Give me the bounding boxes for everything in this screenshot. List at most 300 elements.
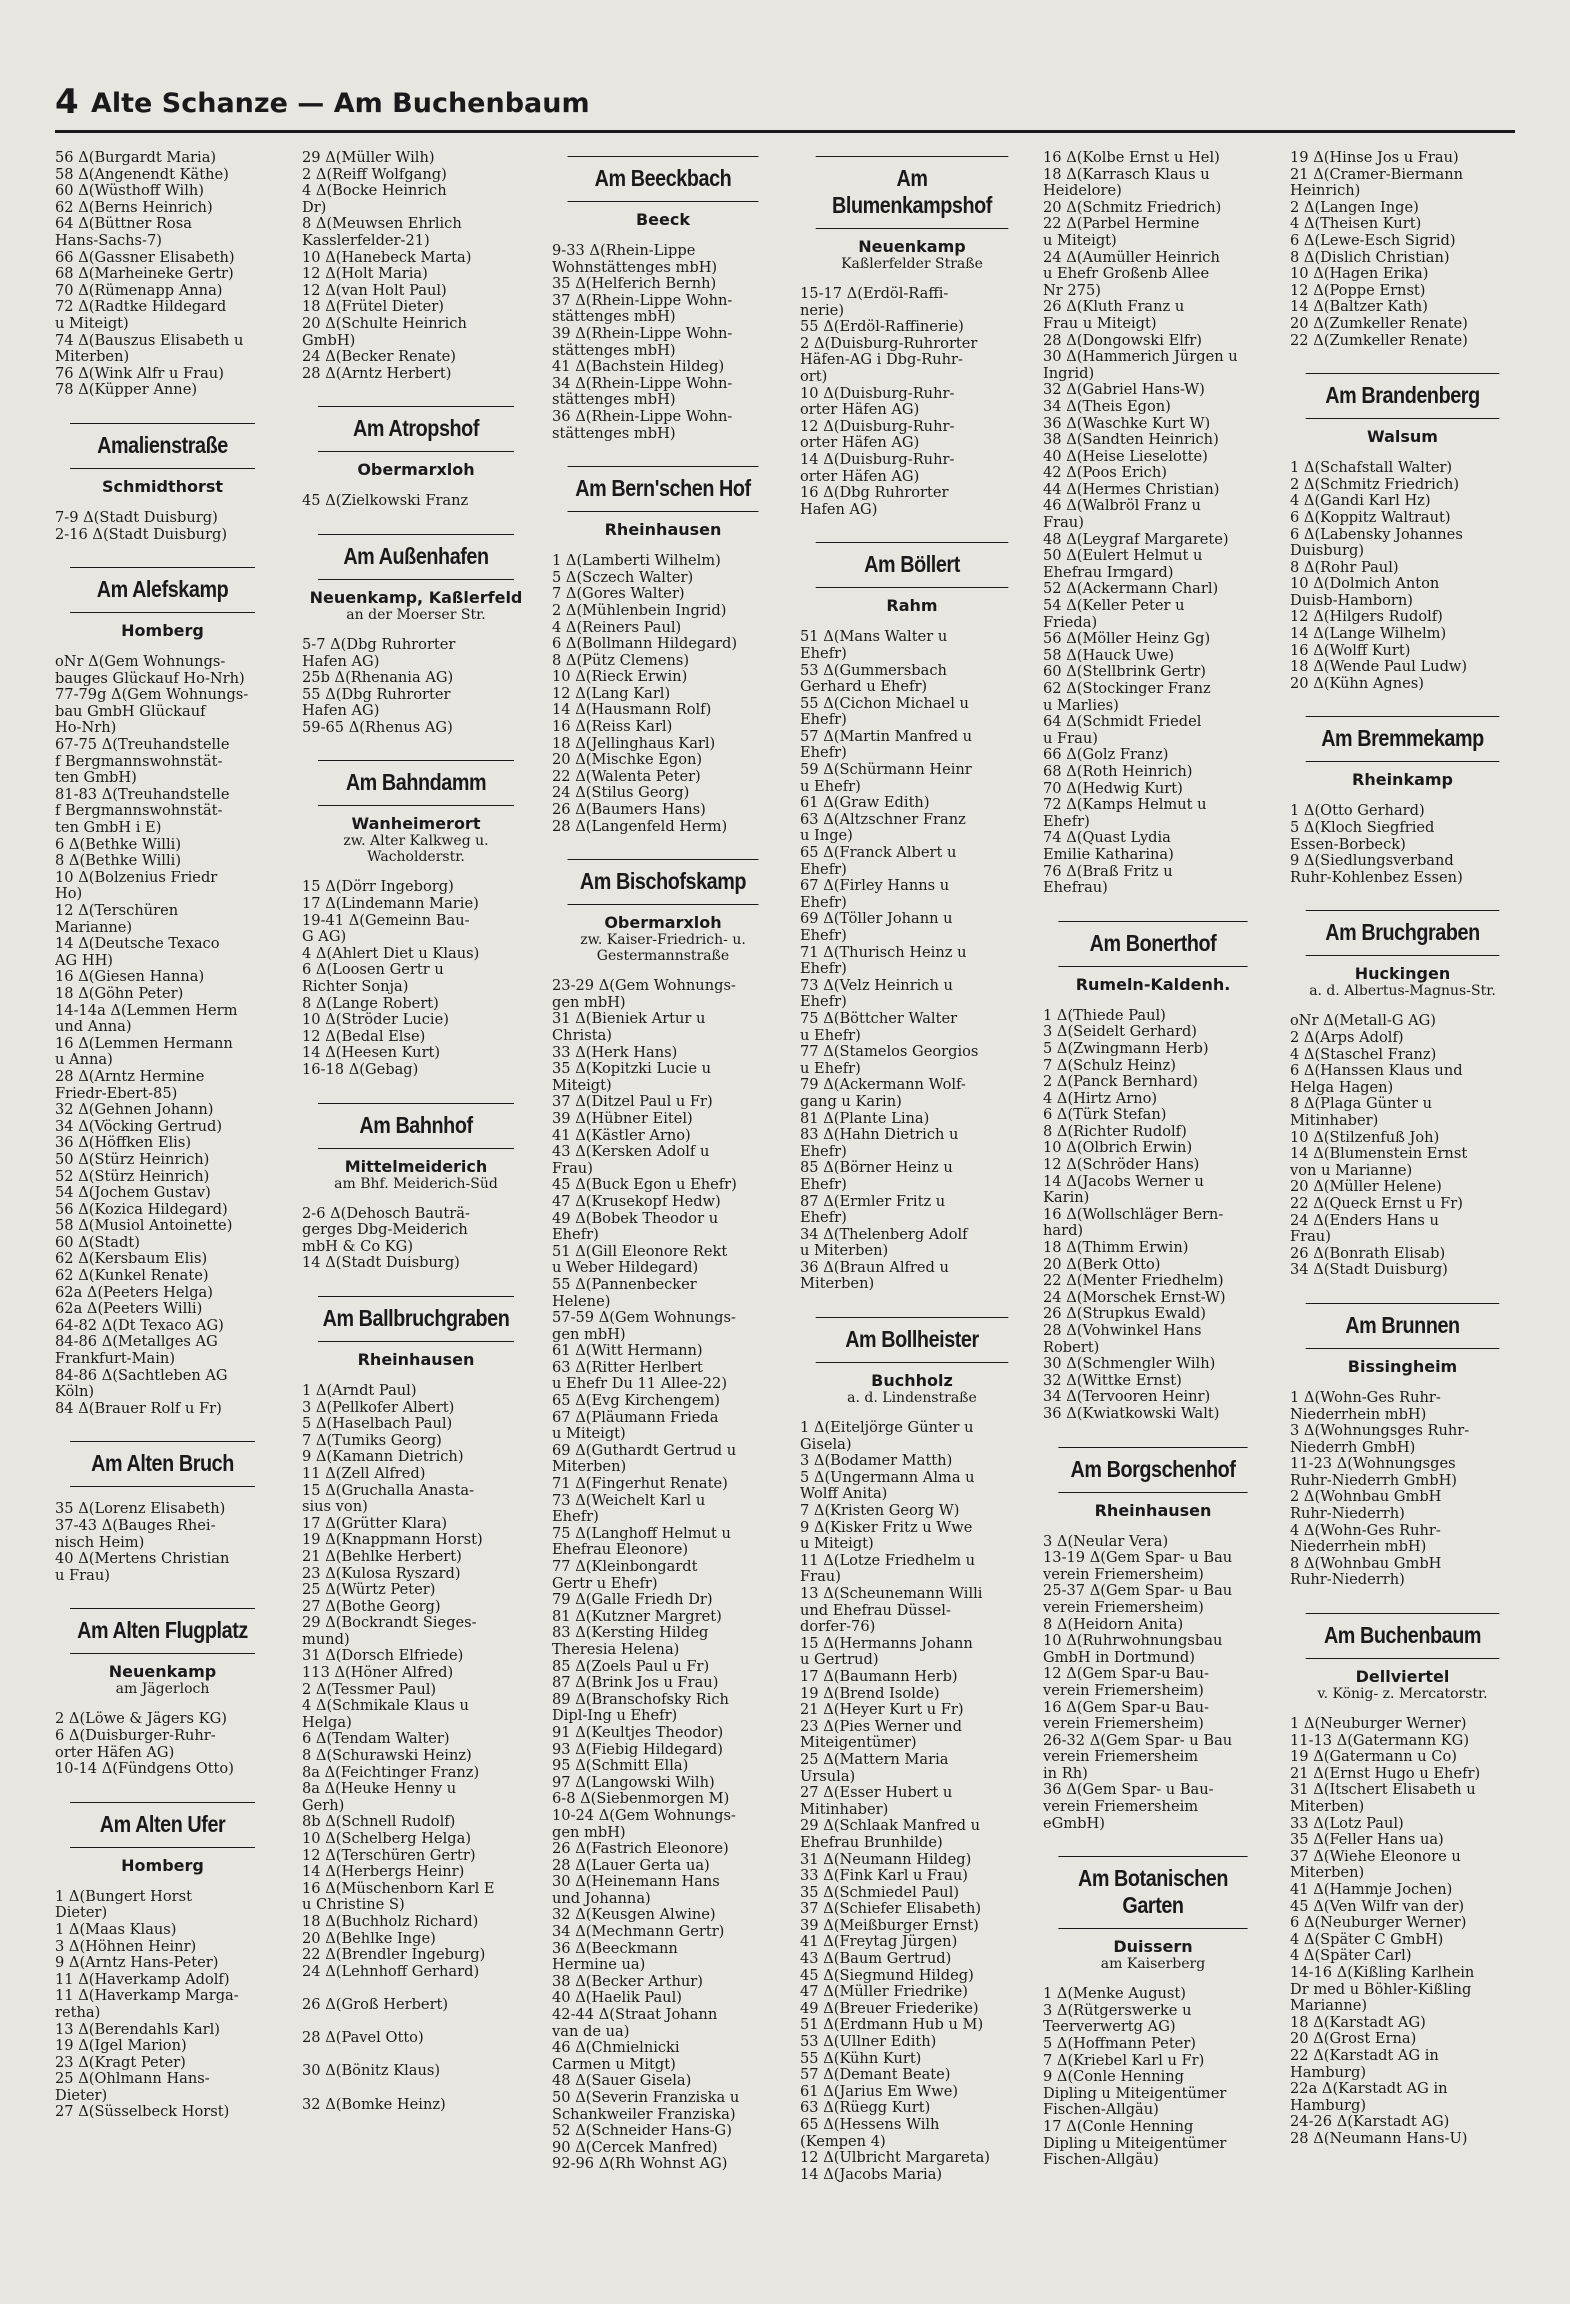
entry-line: 38 Δ(Sandten Heinrich) bbox=[1043, 432, 1219, 449]
entry-line: Ehefr) bbox=[800, 894, 847, 911]
entry-line: orter Häfen AG) bbox=[800, 402, 920, 419]
entry-line: Köln) bbox=[55, 1384, 95, 1401]
entry-line: 1 Δ(Otto Gerhard) bbox=[1290, 803, 1425, 820]
district-label: Mittelmeiderich bbox=[344, 1156, 488, 1176]
entry-line: 6 Δ(Koppitz Waltraut) bbox=[1290, 509, 1451, 526]
entry-line: 71 Δ(Fingerhut Renate) bbox=[552, 1476, 728, 1493]
entry-line: 11 Δ(Lotze Friedhelm u bbox=[800, 1552, 976, 1569]
entry-line: 14 Δ(Jacobs Werner u bbox=[1043, 1173, 1204, 1190]
entry-line: 12 Δ(van Holt Paul) bbox=[302, 282, 447, 299]
entry-line: Schankweiler Franziska) bbox=[552, 2106, 736, 2123]
entry-line: 113 Δ(Höner Alfred) bbox=[302, 1665, 454, 1682]
entry-line: 78 Δ(Küpper Anne) bbox=[55, 382, 198, 399]
entry-line: 6 Δ(Neuburger Werner) bbox=[1290, 1915, 1467, 1932]
entry-line: 9 Δ(Siedlungsverband bbox=[1290, 853, 1454, 870]
entry-line: 24 Δ(Stilus Georg) bbox=[552, 785, 690, 802]
street-block bbox=[302, 1296, 530, 1369]
entry-line: Ehefr) bbox=[800, 1143, 847, 1160]
entry-line: 69 Δ(Töller Johann u bbox=[800, 911, 953, 928]
location-note: am Kaiserberg bbox=[1100, 1956, 1206, 1973]
entry-line: 10 Δ(Ströder Lucie) bbox=[302, 1012, 449, 1029]
entry-line: 76 Δ(Braß Fritz u bbox=[1043, 863, 1173, 880]
entry-line: 10 Δ(Hagen Erika) bbox=[1290, 266, 1429, 283]
entry-line: 39 Δ(Meißburger Ernst) bbox=[800, 1917, 979, 1934]
entry-line: gerges Dbg-Meiderich bbox=[302, 1222, 468, 1239]
entry-line: 8 Δ(Schurawski Heinz) bbox=[302, 1748, 472, 1765]
entry-line: Miterben) bbox=[800, 1276, 875, 1293]
entry-line: 2 Δ(Mühlenbein Ingrid) bbox=[552, 602, 727, 619]
entry-line: 12 Δ(Duisburg-Ruhr- bbox=[800, 418, 955, 435]
entry-line: Niederrh GmbH) bbox=[1290, 1439, 1416, 1456]
district-label: Neuenkamp bbox=[108, 1662, 217, 1682]
location-note: am Bhf. Meiderich-Süd bbox=[334, 1175, 498, 1192]
location-note: a. d. Albertus-Magnus-Str. bbox=[1309, 983, 1496, 1000]
entry-line: Hamburg) bbox=[1290, 2064, 1367, 2081]
entry-line: Ehefr) bbox=[800, 745, 847, 762]
entry-line: 6 Δ(Türk Stefan) bbox=[1043, 1107, 1167, 1124]
entry-line: u Gertrud) bbox=[800, 1652, 879, 1669]
entry-line: ten GmbH) bbox=[55, 770, 137, 787]
entry-line: 60 Δ(Stellbrink Gertr) bbox=[1043, 664, 1206, 681]
entry-line: Ho) bbox=[55, 886, 83, 903]
district-label: Duissern bbox=[1113, 1937, 1193, 1957]
district-label: Rahm bbox=[886, 596, 938, 616]
entry-line: 62 Δ(Stockinger Franz bbox=[1043, 681, 1211, 697]
entry-line: 33 Δ(Lotz Paul) bbox=[1290, 1815, 1404, 1832]
location-note: zw. Kaiser-Friedrich- u. Gestermannstraße bbox=[580, 932, 746, 965]
entry-line: ort) bbox=[800, 368, 828, 385]
entry-line: 4 Δ(Gandi Karl Hz) bbox=[1290, 493, 1431, 510]
entry-line: 14-16 Δ(Kißling Karlhein bbox=[1290, 1964, 1475, 1981]
entry-line: 22a Δ(Karstadt AG in bbox=[1290, 2081, 1448, 2098]
entry-line: 1 Δ(Bungert Horst bbox=[55, 1888, 192, 1905]
entry-line: 16 Δ(Lemmen Hermann bbox=[55, 1035, 233, 1052]
entry-line: nisch Heim) bbox=[55, 1534, 145, 1551]
entry-line: 17 Δ(Conle Henning bbox=[1043, 2119, 1194, 2135]
entry-line: 5 Δ(Kloch Siegfried bbox=[1290, 820, 1435, 837]
entry-line: 79 Δ(Galle Friedh Dr) bbox=[552, 1592, 713, 1609]
entry-line: 6 Δ(Bollmann Hildegard) bbox=[552, 636, 738, 653]
street-block bbox=[55, 1802, 270, 1875]
entry-line: 8 Δ(Dislich Christian) bbox=[1290, 249, 1450, 266]
entry-line: 16 Δ(Müschenborn Karl E bbox=[302, 1880, 495, 1897]
entry-line: Dr med u Böhler-Kißling bbox=[1290, 1981, 1472, 1998]
entry-line: gen mbH) bbox=[552, 1326, 626, 1343]
entry-line: 1 Δ(Menke August) bbox=[1043, 1986, 1186, 2003]
entry-line: 19 Δ(Brend Isolde) bbox=[800, 1685, 940, 1702]
street-heading: Am Alten Bruch bbox=[70, 1441, 255, 1487]
entry-line: 11 Δ(Zell Alfred) bbox=[302, 1465, 426, 1482]
entry-line: 67-75 Δ(Treuhandstelle bbox=[55, 737, 230, 754]
entry-line: 41 Δ(Kästler Arno) bbox=[552, 1127, 691, 1144]
page-header bbox=[55, 82, 1515, 133]
column-2 bbox=[302, 150, 530, 2113]
entry-line: 83 Δ(Hahn Dietrich u bbox=[800, 1127, 959, 1144]
entry-line: 3 Δ(Pellkofer Albert) bbox=[302, 1399, 455, 1416]
entry-line: 32 Δ(Wittke Ernst) bbox=[1043, 1372, 1182, 1389]
entry-line: 12 Δ(Bedal Else) bbox=[302, 1028, 426, 1045]
entry-line: 36 Δ(Waschke Kurt W) bbox=[1043, 415, 1211, 432]
entry-line: 9 Δ(Arntz Hans-Peter) bbox=[55, 1955, 219, 1972]
entry-line: Fischen-Allgäu) bbox=[1043, 2102, 1159, 2119]
entry-line: Ehefr) bbox=[800, 645, 847, 662]
entry-line: 8 Δ(Plaga Günter u bbox=[1290, 1096, 1432, 1113]
entry-line: mund) bbox=[302, 1631, 350, 1648]
entry-line: 4 Δ(Später Carl) bbox=[1290, 1948, 1412, 1965]
entry-line: Gisela) bbox=[800, 1436, 852, 1453]
entry-line: 75 Δ(Langhoff Helmut u bbox=[552, 1525, 731, 1542]
entry-line: 36 Δ(Gem Spar- u Bau- bbox=[1043, 1782, 1214, 1799]
entry-line bbox=[302, 2014, 530, 2031]
entry-line: Emilie Katharina) bbox=[1043, 846, 1174, 863]
entry-line: Gerhard u Ehefr) bbox=[800, 679, 928, 696]
entry-line: 36 Δ(Höffken Elis) bbox=[55, 1135, 192, 1152]
entry-line: 24 Δ(Becker Renate) bbox=[302, 349, 456, 366]
entry-line: 2 Δ(Arps Adolf) bbox=[1290, 1030, 1404, 1046]
entry-line: Dieter) bbox=[55, 2087, 108, 2104]
entry-line: u Ehefr) bbox=[800, 1027, 861, 1044]
entry-line: 13 Δ(Scheunemann Willi bbox=[800, 1586, 983, 1602]
entry-line: 57 Δ(Demant Beate) bbox=[800, 2067, 951, 2084]
entry-line: 68 Δ(Roth Heinrich) bbox=[1043, 763, 1193, 780]
entry-line: 59-65 Δ(Rhenus AG) bbox=[302, 719, 453, 736]
entry-line: 5 Δ(Hoffmann Peter) bbox=[1043, 2036, 1196, 2053]
entry-line: Robert) bbox=[1043, 1339, 1100, 1356]
entry-line: f Bergmannswohnstät- bbox=[55, 753, 223, 770]
entry-line: 53 Δ(Ullner Edith) bbox=[800, 2034, 937, 2051]
entry-line: 45 Δ(Ven Wilfr van der) bbox=[1290, 1898, 1465, 1915]
entry-line: Hermine ua) bbox=[552, 1957, 646, 1974]
entry-line: 50 Δ(Stürz Heinrich) bbox=[55, 1151, 210, 1168]
street-block bbox=[552, 466, 774, 539]
entry-line: Hafen AG) bbox=[302, 703, 380, 720]
column-5 bbox=[1043, 150, 1263, 2169]
entry-line: 46 Δ(Chmielnicki bbox=[552, 2040, 680, 2057]
entry-line: van de ua) bbox=[552, 2023, 630, 2040]
entry-line: 24-26 Δ(Karstadt AG) bbox=[1290, 2114, 1450, 2131]
entry-line: 30 Δ(Hammerich Jürgen u bbox=[1043, 349, 1238, 366]
entry-line: 8 Δ(Pütz Clemens) bbox=[552, 652, 690, 669]
entry-line: 25-37 Δ(Gem Spar- u Bau bbox=[1043, 1583, 1233, 1600]
entry-line: 22 Δ(Walenta Peter) bbox=[552, 768, 701, 785]
entry-line: Mitinhaber) bbox=[800, 1801, 889, 1818]
entry-line: Ehefrau) bbox=[1043, 880, 1108, 897]
entry-line: Ursula) bbox=[800, 1768, 856, 1785]
entry-line: Ehefrau Brunhilde) bbox=[800, 1834, 943, 1851]
entry-line: 34 Δ(Thelenberg Adolf bbox=[800, 1226, 968, 1243]
entry-line: 4 Δ(Hirtz Arno) bbox=[1043, 1090, 1158, 1107]
street-heading: Am Blumenkampshof bbox=[816, 156, 1009, 229]
district-label: Neuenkamp, Kaßlerfeld bbox=[309, 587, 523, 607]
entry-line: Wolff Anita) bbox=[800, 1486, 888, 1503]
entry-line: 14 Δ(Stadt Duisburg) bbox=[302, 1255, 460, 1272]
entry-line: Miteigt) bbox=[552, 1077, 612, 1094]
entry-line: 27 Δ(Süsselbeck Horst) bbox=[55, 2104, 230, 2121]
entry-line: 22 Δ(Menter Friedhelm) bbox=[1043, 1273, 1224, 1290]
entry-line: 59 Δ(Schürmann Heinr bbox=[800, 762, 972, 779]
entry-line: 7 Δ(Tumiks Georg) bbox=[302, 1432, 442, 1449]
entry-line: Frau) bbox=[1290, 1229, 1331, 1246]
entry-line: Ehefr) bbox=[552, 1509, 599, 1526]
entry-line: Ruhr-Niederrh) bbox=[1290, 1572, 1405, 1589]
entry-line: 61 Δ(Jarius Em Wwe) bbox=[800, 2083, 959, 2100]
entry-line: Mitinhaber) bbox=[1290, 1112, 1379, 1129]
entry-line: Friedr-Ebert-85) bbox=[55, 1085, 178, 1102]
entry-line: 92-96 Δ(Rh Wohnst AG) bbox=[552, 2156, 728, 2173]
entry-line: 28 Δ(Dongowski Elfr) bbox=[1043, 332, 1202, 349]
entry-line: 6 Δ(Labensky Johannes bbox=[1290, 526, 1463, 543]
entry-line: 81 Δ(Kutzner Margret) bbox=[552, 1608, 722, 1625]
entry-line: 70 Δ(Hedwig Kurt) bbox=[1043, 780, 1183, 797]
entry-line: 19 Δ(Igel Marion) bbox=[55, 2038, 187, 2055]
district-label: Beeck bbox=[635, 210, 691, 229]
entry-line: Helga) bbox=[302, 1714, 352, 1731]
entry-line: 57-59 Δ(Gem Wohnungs- bbox=[552, 1310, 736, 1327]
street-heading: Am Beeckbach bbox=[568, 156, 759, 202]
entry-line: 22 Δ(Brendler Ingeburg) bbox=[302, 1947, 486, 1964]
entry-line: 2 Δ(Löwe & Jägers KG) bbox=[55, 1711, 227, 1728]
entry-line: u Ehefr) bbox=[800, 1060, 861, 1077]
entry-line: 41 Δ(Bachstein Hildeg) bbox=[552, 359, 725, 376]
entry-line: 18 Δ(Karrasch Klaus u bbox=[1043, 166, 1210, 183]
entry-line: Ehefr) bbox=[552, 1227, 599, 1244]
entry-line: Ehefr) bbox=[1043, 813, 1090, 830]
entry-line: Carmen u Mitgt) bbox=[552, 2056, 676, 2073]
entry-line: 77 Δ(Stamelos Georgios bbox=[800, 1044, 979, 1061]
entry-line: 51 Δ(Mans Walter u bbox=[800, 629, 948, 646]
location-note: v. König- z. Mercatorstr. bbox=[1317, 1686, 1488, 1703]
entry-line: Nr 275) bbox=[1043, 282, 1101, 299]
entry-line: 4 Δ(Wohn-Ges Ruhr- bbox=[1290, 1522, 1441, 1539]
street-heading: Am Ballbruchgraben bbox=[318, 1296, 514, 1342]
entry-line: 18 Δ(Jellinghaus Karl) bbox=[552, 735, 716, 752]
entry-line: 1 Δ(Arndt Paul) bbox=[302, 1382, 417, 1399]
entry-line: 64 Δ(Schmidt Friedel bbox=[1043, 714, 1202, 731]
entry-line: 31 Δ(Itschert Elisabeth u bbox=[1290, 1782, 1476, 1799]
entry-line: 17 Δ(Grütter Klara) bbox=[302, 1515, 448, 1532]
entry-line: 30 Δ(Schmengler Wilh) bbox=[1043, 1356, 1216, 1373]
entry-line: 28 Δ(Arntz Hermine bbox=[55, 1068, 205, 1085]
entry-line: 4 Δ(Reiners Paul) bbox=[552, 619, 682, 636]
entry-line: 35 Δ(Lorenz Elisabeth) bbox=[55, 1501, 226, 1518]
entry-line: 35 Δ(Schmiedel Paul) bbox=[800, 1884, 960, 1901]
entry-line: Niederrhein mbH) bbox=[1290, 1406, 1427, 1423]
entry-line: 6 Δ(Lewe-Esch Sigrid) bbox=[1290, 232, 1456, 249]
entry-line: 51 Δ(Erdmann Hub u M) bbox=[800, 2017, 984, 2034]
entry-line: verein Friemersheim) bbox=[1043, 1682, 1204, 1699]
entry-line: 32 Δ(Gehnen Johann) bbox=[55, 1102, 214, 1119]
entry-line: 31 Δ(Neumann Hildeg) bbox=[800, 1851, 972, 1868]
entry-line: 8 Δ(Wohnbau GmbH bbox=[1290, 1555, 1442, 1572]
entry-line: u Christine S) bbox=[302, 1897, 405, 1914]
entry-line: 14 Δ(Hausmann Rolf) bbox=[552, 702, 712, 719]
entry-line: Marianne) bbox=[55, 919, 133, 936]
entry-line: 20 Δ(Mischke Egon) bbox=[552, 752, 703, 769]
entry-line: 77 Δ(Kleinbongardt bbox=[552, 1559, 698, 1575]
entry-line: 22 Δ(Parbel Hermine bbox=[1043, 216, 1200, 233]
entry-line: 29 Δ(Bockrandt Sieges- bbox=[302, 1615, 477, 1632]
entry-line: 4 Δ(Bocke Heinrich bbox=[302, 183, 447, 200]
entry-line: 19 Δ(Gatermann u Co) bbox=[1290, 1749, 1457, 1766]
entry-line: 66 Δ(Gassner Elisabeth) bbox=[55, 249, 235, 266]
entry-line: u Miteigt) bbox=[1043, 232, 1117, 249]
entry-line: u Miterben) bbox=[800, 1243, 889, 1260]
entry-line: 3 Δ(Wohnungsges Ruhr- bbox=[1290, 1423, 1470, 1440]
entry-line: 25 Δ(Würtz Peter) bbox=[302, 1582, 436, 1599]
entry-line: stättenges mbH) bbox=[552, 309, 676, 326]
entry-line: u Inge) bbox=[800, 828, 853, 845]
entry-line: 23 Δ(Kragt Peter) bbox=[55, 2054, 186, 2071]
entry-line: GmbH) bbox=[302, 332, 356, 349]
entry-line: 90 Δ(Cercek Manfred) bbox=[552, 2139, 718, 2156]
entry-line: von u Marianne) bbox=[1290, 1162, 1413, 1179]
entry-line: 4 Δ(Staschel Franz) bbox=[1290, 1046, 1437, 1063]
entry-line: 18 Δ(Göhn Peter) bbox=[55, 985, 184, 1002]
entry-line: 20 Δ(Zumkeller Renate) bbox=[1290, 315, 1468, 332]
entry-line: Richter Sonja) bbox=[302, 979, 409, 996]
entry-line: f Bergmannswohnstät- bbox=[55, 803, 223, 820]
entry-line: 36 Δ(Rhein-Lippe Wohn- bbox=[552, 408, 733, 425]
entry-line: 84-86 Δ(Sachtleben AG bbox=[55, 1367, 228, 1384]
page-title: Alte Schanze — Am Buchenbaum bbox=[91, 88, 590, 119]
entry-line: verein Friemersheim bbox=[1043, 1749, 1199, 1766]
entry-line: 72 Δ(Kamps Helmut u bbox=[1043, 797, 1207, 814]
entry-line: 48 Δ(Sauer Gisela) bbox=[552, 2073, 692, 2090]
entry-line: 67 Δ(Firley Hanns u bbox=[800, 878, 950, 895]
column-6 bbox=[1290, 150, 1515, 2147]
entry-line: 67 Δ(Pläumann Frieda bbox=[552, 1409, 719, 1426]
entry-line: gang u Karin) bbox=[800, 1093, 902, 1110]
entry-line: 24 Δ(Aumüller Heinrich bbox=[1043, 249, 1220, 266]
entry-line: G AG) bbox=[302, 929, 347, 946]
entry-line bbox=[302, 2047, 530, 2064]
entry-line: 42 Δ(Poos Erich) bbox=[1043, 465, 1167, 482]
entry-line: verein Friemersheim) bbox=[1043, 1566, 1204, 1583]
entry-line: 73 Δ(Weichelt Karl u bbox=[552, 1492, 706, 1509]
entry-line: 10 Δ(Duisburg-Ruhr- bbox=[800, 385, 955, 402]
entry-line: 9 Δ(Kisker Fritz u Wwe bbox=[800, 1519, 973, 1536]
entry-line: 14 Δ(Blumenstein Ernst bbox=[1290, 1146, 1468, 1163]
entry-line: mbH & Co KG) bbox=[302, 1238, 414, 1255]
entry-line: 10-14 Δ(Fündgens Otto) bbox=[55, 1761, 234, 1778]
entry-line: 28 Δ(Pavel Otto) bbox=[302, 2030, 424, 2047]
entry-line: 46 Δ(Walbröl Franz u bbox=[1043, 498, 1201, 515]
entry-line: 39 Δ(Hübner Eitel) bbox=[552, 1110, 693, 1127]
entry-line: 36 Δ(Braun Alfred u bbox=[800, 1259, 949, 1276]
entry-line: verein Friemersheim) bbox=[1043, 1599, 1204, 1616]
entry-line: 12 Δ(Terschüren Gertr) bbox=[302, 1847, 476, 1864]
entry-line: 65 Δ(Evg Kirchengem) bbox=[552, 1393, 720, 1410]
entry-line: 37 Δ(Rhein-Lippe Wohn- bbox=[552, 292, 733, 309]
entry-line: 85 Δ(Zoels Paul u Fr) bbox=[552, 1658, 710, 1675]
entry-line: 22 Δ(Zumkeller Renate) bbox=[1290, 332, 1468, 349]
entry-line: 8 Δ(Lange Robert) bbox=[302, 995, 439, 1012]
entry-line: 60 Δ(Wüsthoff Wilh) bbox=[55, 183, 204, 200]
entry-line: 36 Δ(Beeckmann bbox=[552, 1940, 678, 1957]
entry-line: 8 Δ(Bethke Willi) bbox=[55, 853, 182, 870]
entry-line: 8 Δ(Rohr Paul) bbox=[1290, 559, 1399, 576]
entry-line: Helene) bbox=[552, 1293, 611, 1310]
entry-line: 55 Δ(Cichon Michael u bbox=[800, 695, 969, 712]
entry-line: 83 Δ(Kersting Hildeg bbox=[552, 1625, 709, 1642]
entry-line: 62 Δ(Kersbaum Elis) bbox=[55, 1251, 208, 1268]
entry-line: 76 Δ(Wink Alfr u Frau) bbox=[55, 365, 224, 382]
entry-line: 33 Δ(Fink Karl u Frau) bbox=[800, 1868, 968, 1885]
district-label: Rheinhausen bbox=[604, 520, 722, 540]
entry-line: 26 Δ(Groß Herbert) bbox=[302, 1996, 449, 2013]
entry-line: 10 Δ(Bolzenius Friedr bbox=[55, 869, 218, 886]
entry-line: Ehefr) bbox=[800, 994, 847, 1011]
entry-line: 70 Δ(Rümenapp Anna) bbox=[55, 282, 223, 299]
district-label: Huckingen bbox=[1354, 964, 1451, 984]
entry-line: 63 Δ(Rüegg Kurt) bbox=[800, 2100, 931, 2117]
entry-line: Hafen AG) bbox=[302, 653, 380, 670]
entry-line: 23 Δ(Kulosa Ryszard) bbox=[302, 1565, 461, 1582]
entry-line: Miterben) bbox=[1290, 1865, 1365, 1882]
street-block bbox=[302, 760, 530, 865]
entry-line: u Miteigt) bbox=[800, 1536, 874, 1553]
street-heading: Amalienstraße bbox=[70, 423, 255, 469]
entry-line: 2 Δ(Panck Bernhard) bbox=[1043, 1074, 1198, 1091]
entry-line: 8b Δ(Schnell Rudolf) bbox=[302, 1814, 456, 1831]
entry-line: 20 Δ(Schmitz Friedrich) bbox=[1043, 199, 1222, 216]
entry-line: 21 Δ(Behlke Herbert) bbox=[302, 1548, 462, 1565]
entry-line: retha) bbox=[55, 2004, 101, 2021]
entry-line: 85 Δ(Börner Heinz u bbox=[800, 1160, 953, 1177]
entry-line: 35 Δ(Kopitzki Lucie u bbox=[552, 1061, 712, 1078]
entry-line: 63 Δ(Altzschner Franz bbox=[800, 811, 966, 828]
entry-line: 8a Δ(Heuke Henny u bbox=[302, 1781, 457, 1798]
street-block bbox=[1043, 1447, 1263, 1520]
entry-line: 39 Δ(Rhein-Lippe Wohn- bbox=[552, 325, 733, 342]
entry-line: 34 Δ(Tervooren Heinr) bbox=[1043, 1389, 1211, 1406]
street-heading: Am Brunnen bbox=[1306, 1303, 1500, 1349]
street-block bbox=[302, 534, 530, 623]
district-label: Rheinhausen bbox=[357, 1349, 475, 1369]
entry-line: (Kempen 4) bbox=[800, 2133, 886, 2150]
entry-line: 52 Δ(Stürz Heinrich) bbox=[55, 1168, 210, 1185]
entry-line: 3 Δ(Seidelt Gerhard) bbox=[1043, 1024, 1197, 1041]
street-heading: Am Brandenberg bbox=[1306, 373, 1500, 419]
entry-line: 41 Δ(Freytag Jürgen) bbox=[800, 1934, 958, 1951]
entry-line: 11-13 Δ(Gatermann KG) bbox=[1290, 1732, 1470, 1749]
entry-line: 12 Δ(Gem Spar-u Bau- bbox=[1043, 1666, 1209, 1683]
entry-line: 48 Δ(Leygraf Margarete) bbox=[1043, 531, 1229, 548]
entry-line: 18 Δ(Thimm Erwin) bbox=[1043, 1240, 1189, 1257]
entry-line: 34 Δ(Vöcking Gertrud) bbox=[55, 1118, 223, 1135]
entry-line: 2 Δ(Tessmer Paul) bbox=[302, 1681, 437, 1698]
entry-line: 2 Δ(Wohnbau GmbH bbox=[1290, 1489, 1442, 1506]
entry-line: 7 Δ(Kriebel Karl u Fr) bbox=[1043, 2052, 1205, 2069]
entry-line: 28 Δ(Lauer Gerta ua) bbox=[552, 1857, 710, 1874]
street-heading: Am Bahnhof bbox=[318, 1103, 514, 1149]
street-heading: Am Alefskamp bbox=[70, 567, 255, 613]
entry-line: 49 Δ(Breuer Friederike) bbox=[800, 2000, 979, 2017]
street-block bbox=[1290, 1303, 1515, 1376]
entry-line: 1 Δ(Lamberti Wilhelm) bbox=[552, 553, 721, 570]
entry-line: 29 Δ(Müller Wilh) bbox=[302, 150, 435, 166]
entry-line: 62 Δ(Kunkel Renate) bbox=[55, 1268, 209, 1285]
entry-line: hard) bbox=[1043, 1223, 1084, 1240]
entry-line: u Ehefr Du 11 Allee-22) bbox=[552, 1376, 728, 1393]
entry-line: verein Friemersheim bbox=[1043, 1799, 1199, 1816]
entry-line: stättenges mbH) bbox=[552, 425, 676, 442]
entry-line: Gerh) bbox=[302, 1797, 345, 1814]
entry-line: 43 Δ(Kersken Adolf u bbox=[552, 1144, 710, 1161]
entry-line bbox=[302, 1980, 530, 1997]
entry-line: Gertr u Ehefr) bbox=[552, 1575, 658, 1592]
entry-line: Ehefr) bbox=[800, 1176, 847, 1193]
